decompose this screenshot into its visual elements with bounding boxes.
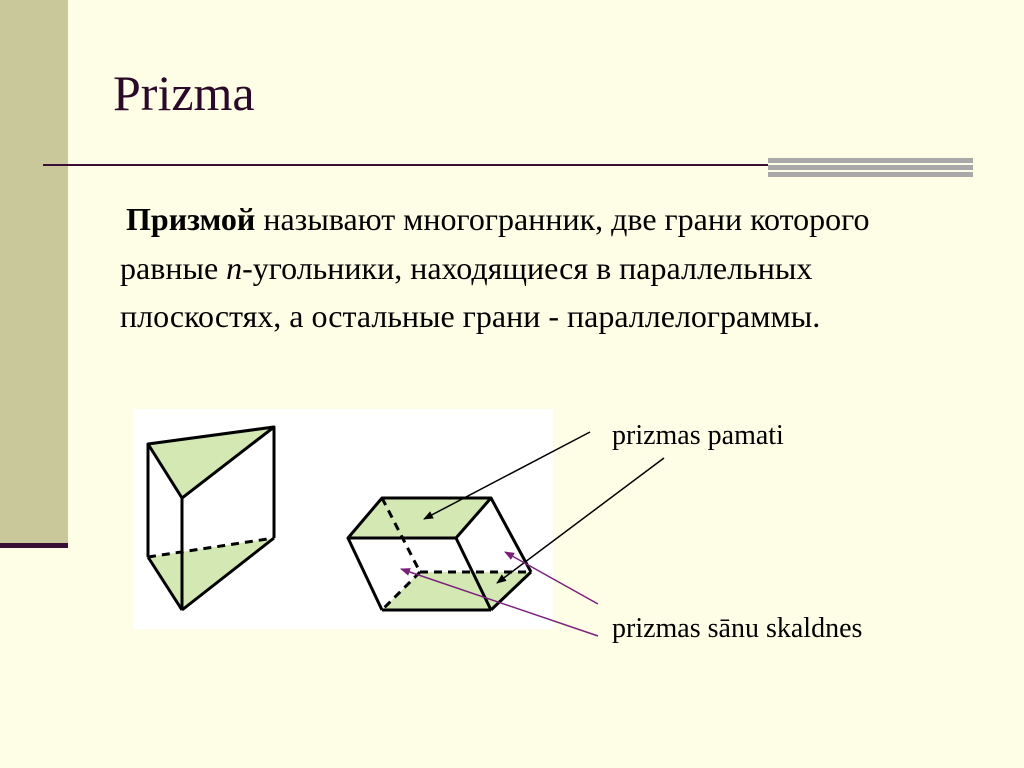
quad-prism-bottom-base <box>382 572 531 610</box>
label-prism-bases: prizmas pamati <box>612 420 784 451</box>
definition-text-part1: называют многогранник, две грани которого равные <box>120 201 870 286</box>
quad-prism-edge <box>348 538 382 610</box>
label-prism-lateral-faces: prizmas sānu skaldnes <box>612 613 863 644</box>
bases-arrow-bottom <box>497 458 664 583</box>
bases-arrow-top <box>424 432 590 519</box>
triangular-prism <box>148 427 274 610</box>
quad-prism-top-base <box>348 498 491 538</box>
definition-text-part2: -угольники, находящиеся в параллельных плоскостях, а остальные грани - параллелограммы. <box>120 249 821 334</box>
triangular-prism-top-base <box>148 427 274 498</box>
quadrilateral-prism <box>348 498 531 610</box>
quad-prism-edge <box>491 498 531 572</box>
slide-title: Prizma <box>113 65 255 121</box>
n-symbol: n <box>226 249 243 286</box>
definition-term: Призмой <box>126 201 256 237</box>
